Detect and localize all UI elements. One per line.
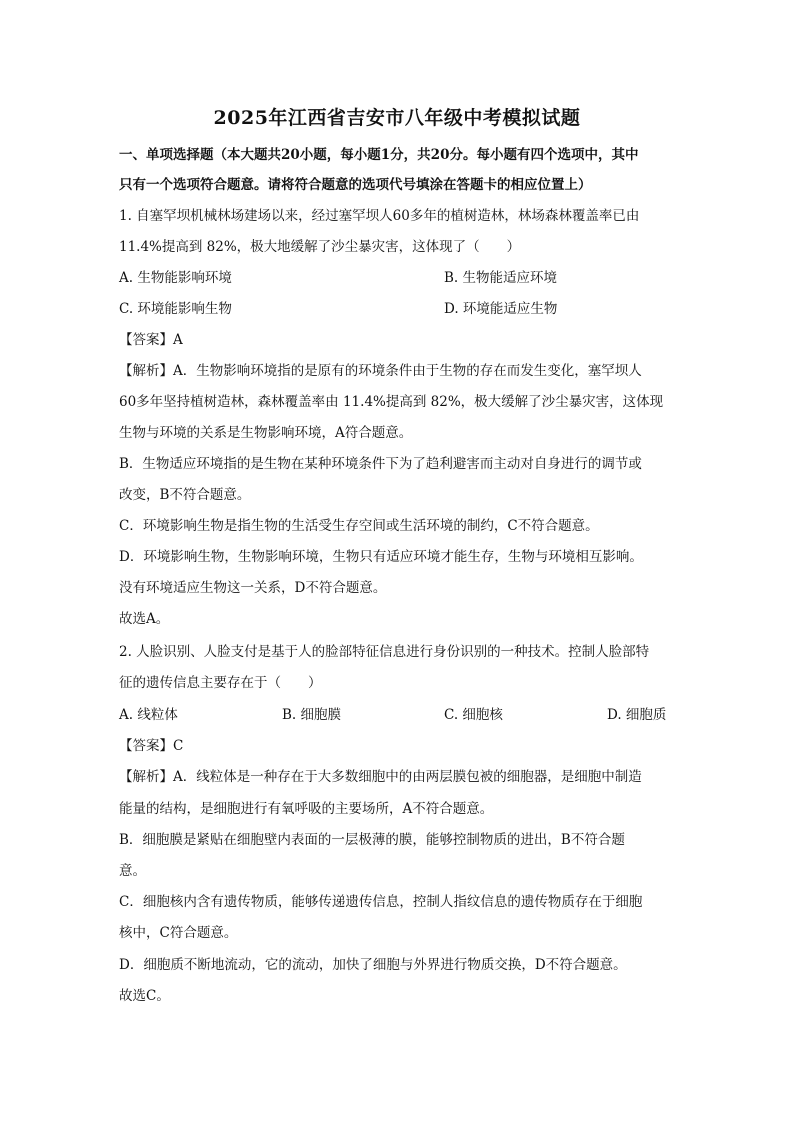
q1-option-b: B. 生物能适应环境 bbox=[444, 270, 558, 286]
q1-option-d: D. 环境能适应生物 bbox=[444, 301, 558, 317]
q2-stem-line-2: 征的遗传信息主要存在于（ ） bbox=[119, 675, 322, 691]
q2-stem-line-1: 2. 人脸识别、人脸支付是基于人的脸部特征信息进行身份识别的一种技术。控制人脸部特 bbox=[119, 644, 650, 660]
q1-analysis-line-7: D．环境影响生物，生物影响环境，生物只有适应环境才能生存，生物与环境相互影响。 bbox=[119, 549, 643, 565]
q1-stem-line-1: 1. 自塞罕坝机械林场建场以来，经过塞罕坝人60多年的植树造林，林场森林覆盖率已由 bbox=[119, 208, 640, 224]
q2-analysis-line-8: 故选C。 bbox=[119, 988, 170, 1004]
q1-stem-line-2: 11.4%提高到 82%，极大地缓解了沙尘暴灾害，这体现了（ ） bbox=[119, 239, 521, 255]
q2-option-a: A. 线粒体 bbox=[119, 707, 178, 723]
q1-option-c: C. 环境能影响生物 bbox=[119, 301, 232, 317]
q2-analysis-line-6: 核中，C符合题意。 bbox=[119, 925, 238, 941]
q1-analysis-line-2: 60多年坚持植树造林，森林覆盖率由 11.4%提高到 82%，极大缓解了沙尘暴灾害，这体现 bbox=[119, 394, 664, 410]
q2-analysis-line-3: B．细胞膜是紧贴在细胞壁内表面的一层极薄的膜，能够控制物质的进出，B不符合题 bbox=[119, 832, 625, 848]
q1-analysis-line-3: 生物与环境的关系是生物影响环境，A符合题意。 bbox=[119, 425, 413, 441]
q2-option-c: C. 细胞核 bbox=[444, 707, 503, 723]
q1-analysis-line-8: 没有环境适应生物这一关系，D不符合题意。 bbox=[119, 580, 387, 596]
q1-analysis-line-5: 改变，B不符合题意。 bbox=[119, 487, 251, 503]
q2-answer: 【答案】C bbox=[119, 738, 184, 754]
q2-analysis-line-7: D．细胞质不断地流动，它的流动，加快了细胞与外界进行物质交换，D不符合题意。 bbox=[119, 957, 627, 973]
q2-analysis-line-2: 能量的结构，是细胞进行有氧呼吸的主要场所，A不符合题意。 bbox=[119, 801, 494, 817]
q1-analysis-line-4: B．生物适应环境指的是生物在某种环境条件下为了趋利避害而主动对自身进行的调节或 bbox=[119, 456, 642, 472]
q1-analysis-line-1: 【解析】A．生物影响环境指的是原有的环境条件由于生物的存在而发生变化，塞罕坝人 bbox=[119, 363, 642, 379]
page-title: 2025年江西省吉安市八年级中考模拟试题 bbox=[213, 107, 581, 129]
q2-analysis-line-5: C．细胞核内含有遗传物质，能够传递遗传信息，控制人指纹信息的遗传物质存在于细胞 bbox=[119, 894, 643, 910]
section-header-line-2: 只有一个选项符合题意。请将符合题意的选项代号填涂在答题卡的相应位置上） bbox=[119, 177, 592, 193]
q2-option-d: D. 细胞质 bbox=[607, 707, 667, 723]
q1-answer: 【答案】A bbox=[119, 332, 183, 348]
q2-option-b: B. 细胞膜 bbox=[282, 707, 342, 723]
q1-analysis-line-6: C．环境影响生物是指生物的生活受生存空间或生活环境的制约，C不符合题意。 bbox=[119, 518, 599, 534]
q1-option-a: A. 生物能影响环境 bbox=[119, 270, 232, 286]
section-header-line-1: 一、单项选择题（本大题共20小题，每小题1分，共20分。每小题有四个选项中，其中 bbox=[119, 147, 639, 163]
q2-analysis-line-1: 【解析】A．线粒体是一种存在于大多数细胞中的由两层膜包被的细胞器，是细胞中制造 bbox=[119, 769, 642, 785]
q1-analysis-line-9: 故选A。 bbox=[119, 611, 170, 627]
q2-analysis-line-4: 意。 bbox=[119, 863, 146, 879]
